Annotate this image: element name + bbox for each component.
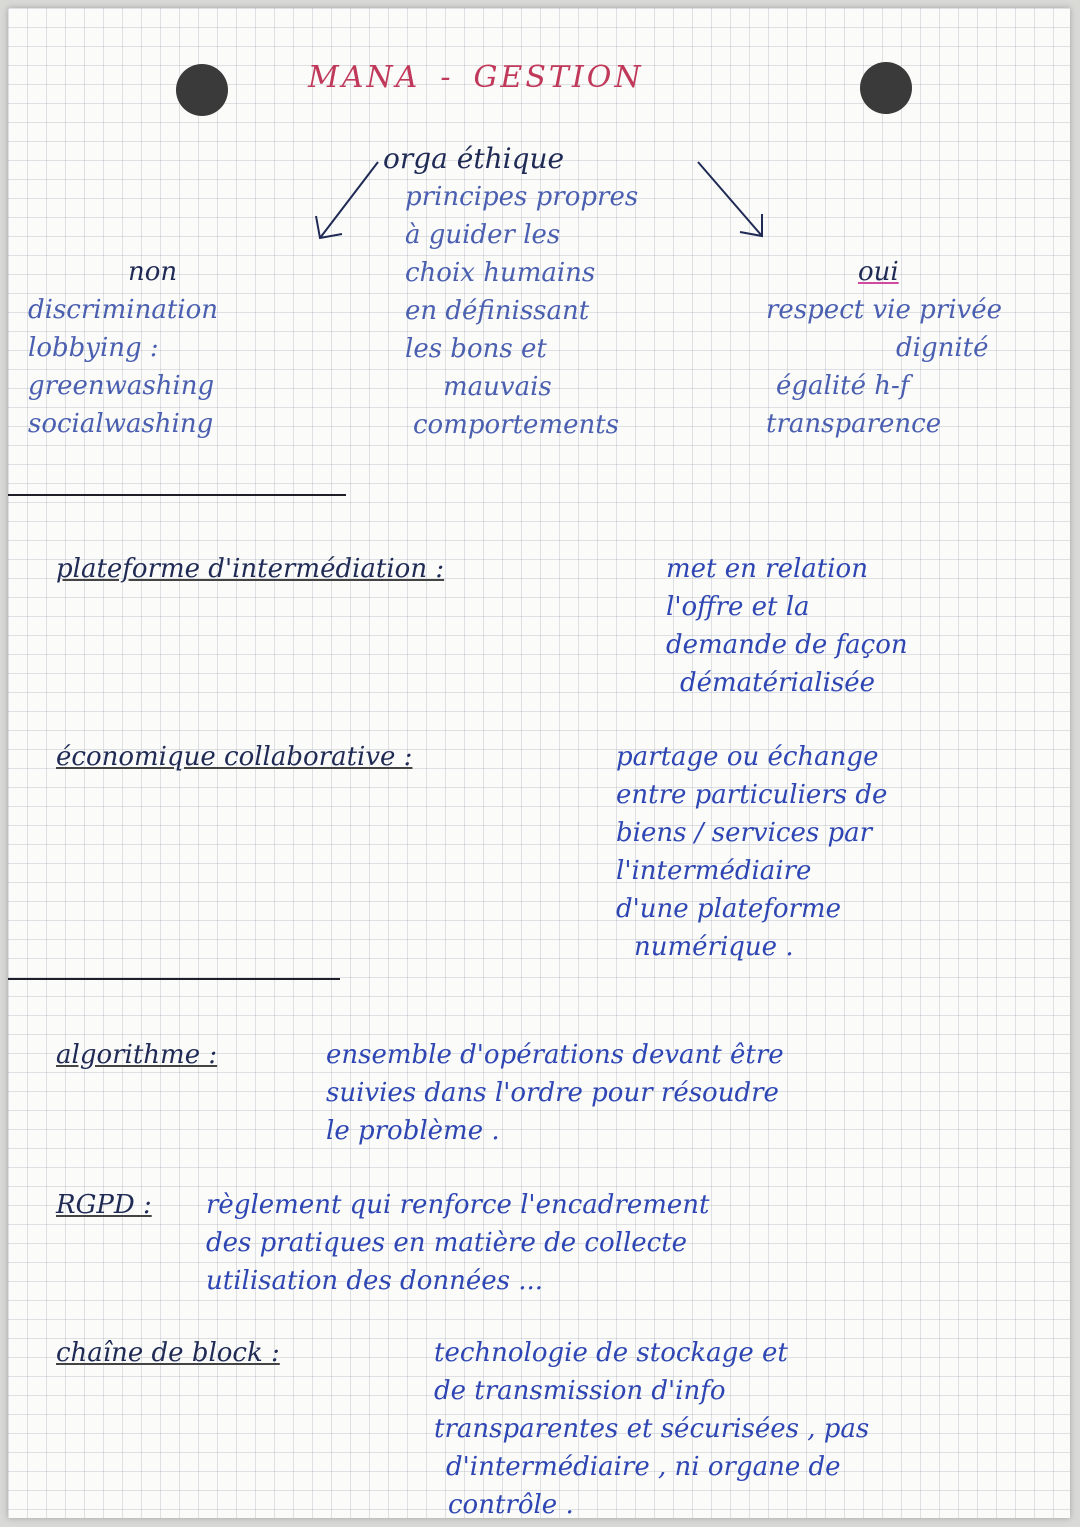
ethics-non-item: discrimination [28, 295, 218, 325]
definition-line: l'intermédiaire [616, 856, 812, 886]
notebook-page [8, 8, 1070, 1518]
definition-term: algorithme : [56, 1040, 218, 1070]
definition-line: d'intermédiaire , ni organe de [446, 1452, 841, 1482]
ethics-oui-item: égalité h-f [776, 371, 910, 401]
ethics-center-line: principes propres [405, 182, 639, 212]
ethics-oui-item: transparence [766, 409, 942, 439]
ethics-oui-item: dignité [896, 333, 989, 363]
definition-line: d'une plateforme [616, 894, 841, 924]
definition-line: technologie de stockage et [434, 1338, 788, 1368]
ethics-center-line: à guider les [405, 220, 561, 250]
definition-chaine-de-block [56, 1334, 1056, 1518]
ethics-center-line: comportements [413, 410, 620, 440]
definition-term: chaîne de block : [56, 1338, 280, 1368]
definition-line: met en relation [666, 554, 868, 584]
definition-rgpd [56, 1186, 1056, 1306]
definition-term: RGPD : [56, 1190, 152, 1220]
definition-economique [56, 738, 1056, 978]
definition-algorithme [56, 1036, 1056, 1156]
definition-line: demande de façon [666, 630, 908, 660]
definition-line: utilisation des données ... [206, 1266, 544, 1296]
definition-term: économique collaborative : [56, 742, 413, 772]
ethics-center-line: en définissant [405, 296, 590, 326]
ethics-center [383, 140, 703, 444]
definition-line: contrôle . [448, 1490, 574, 1518]
definition-line: numérique . [634, 932, 794, 962]
definition-line: partage ou échange [616, 742, 879, 772]
definition-body [666, 550, 908, 702]
section-divider [8, 494, 346, 496]
binder-hole-left [176, 64, 228, 116]
definition-line: transparentes et sécurisées , pas [434, 1414, 870, 1444]
ethics-oui-column [766, 253, 1066, 443]
ethics-non-column [28, 253, 348, 443]
definition-line: entre particuliers de [616, 780, 888, 810]
definition-line: biens / services par [616, 818, 873, 848]
title-separator: - [440, 60, 454, 95]
ethics-center-line: choix humains [405, 258, 596, 288]
section-divider [8, 978, 340, 980]
page-title [308, 60, 668, 95]
title-left: MANA [308, 60, 421, 95]
definition-line: de transmission d'info [434, 1376, 726, 1406]
ethics-center-line: les bons et [405, 334, 547, 364]
ethics-non-head: non [128, 257, 178, 287]
binder-hole-right [860, 62, 912, 114]
title-right: GESTION [473, 60, 644, 95]
arrow-to-oui [690, 156, 780, 246]
definition-line: dématérialisée [680, 668, 876, 698]
ethics-oui-item: respect vie privée [766, 295, 1002, 325]
arrow-to-non [308, 156, 388, 246]
definition-plateforme [56, 550, 1056, 710]
ethics-non-item: socialwashing [28, 409, 214, 439]
ethics-non-item: greenwashing [28, 371, 215, 401]
definition-body [616, 738, 887, 966]
definition-line: l'offre et la [666, 592, 810, 622]
ethics-oui-head: oui [858, 257, 899, 287]
definition-body [326, 1036, 784, 1150]
definition-line: des pratiques en matière de collecte [206, 1228, 688, 1258]
ethics-non-item: lobbying : [28, 333, 159, 363]
definition-line: ensemble d'opérations devant être [326, 1040, 784, 1070]
definition-line: règlement qui renforce l'encadrement [206, 1190, 710, 1220]
definition-term: plateforme d'intermédiation : [56, 554, 445, 584]
definition-line: suivies dans l'ordre pour résoudre [326, 1078, 779, 1108]
ethics-center-head: orga éthique [383, 142, 565, 175]
definition-body [206, 1186, 709, 1300]
ethics-center-line: mauvais [443, 372, 552, 402]
definition-body [434, 1334, 869, 1518]
definition-line: le problème . [326, 1116, 500, 1146]
